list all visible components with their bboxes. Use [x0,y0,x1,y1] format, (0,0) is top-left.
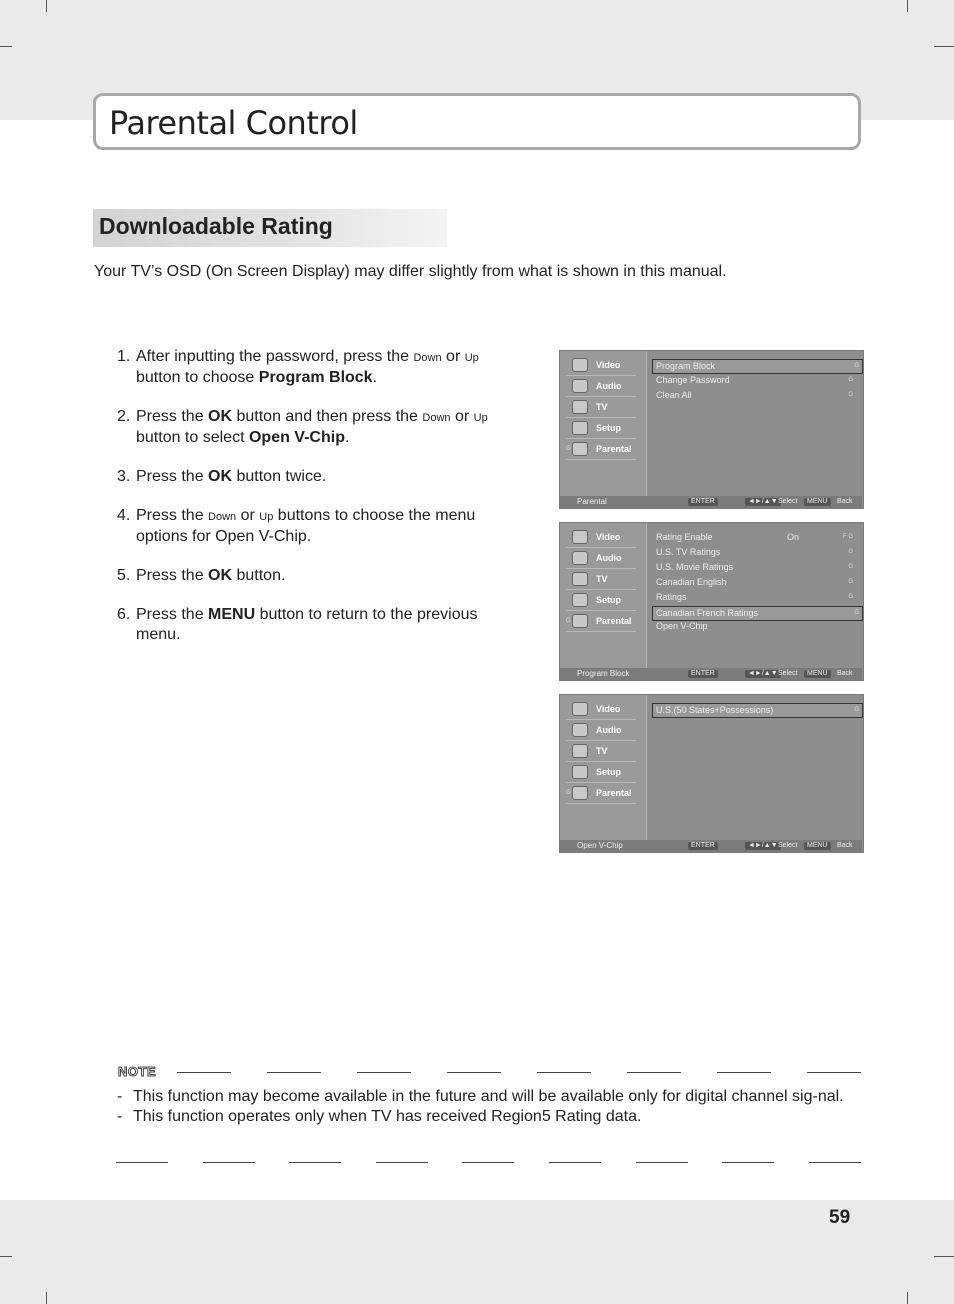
osd-menu-label: Parental [596,616,632,626]
step-text: buttons to choose the menu options for Open V-Chip. [136,507,476,545]
down-key: Down [422,412,451,424]
note-rule-segment [809,1162,861,1163]
osd-option[interactable] [656,561,856,574]
osd-menu-item[interactable] [566,783,636,804]
osd-menu-item[interactable] [566,439,636,460]
note-rule-segment [537,1072,591,1073]
crop-mark [0,1256,12,1257]
note-rule-segment [627,1072,681,1073]
osd-g-mark: F G [843,534,853,540]
steps-list [117,347,517,664]
osd-option-label: U.S. Movie Ratings [656,561,734,572]
ok-key: OK [208,567,233,584]
down-key: Down [413,352,442,364]
step-number: 1. [117,348,131,365]
osd-menu-item[interactable] [566,762,636,783]
step-text: button to select [136,429,249,446]
osd-menu-label: Audio [596,725,622,735]
enter-key: ENTER [688,498,718,506]
note-dash: - [117,1108,123,1125]
step-2 [117,407,517,448]
video-icon [572,702,588,716]
parental-icon [572,442,588,456]
osd-menu-label: TV [596,746,608,756]
osd-g-mark: G [566,446,571,452]
osd-menu-label: Audio [596,553,622,563]
crop-mark [0,46,12,47]
osd-menu-label: Video [596,704,621,714]
step-text: button to return to the previous menu. [136,606,478,643]
osd-g-mark: G [848,578,853,585]
menu-key: MENU [804,498,831,506]
osd-screen [559,522,864,681]
step-number: 3. [117,468,131,485]
osd-option[interactable] [656,374,856,387]
osd-menu-label: TV [596,574,608,584]
parental-icon [572,614,588,628]
select-label: Select [778,498,798,505]
osd-g-mark: G [566,618,571,624]
step-text: or [236,507,260,524]
osd-g-mark: G [854,363,859,369]
step-number: 4. [117,507,131,524]
note-rule-segment [376,1162,428,1163]
step-1 [117,347,517,388]
step-number: 5. [117,567,131,584]
osd-menu-label: TV [596,402,608,412]
osd-screen [559,694,864,853]
down-key: Down [208,511,237,523]
osd-option-label: Open V-Chip [656,621,708,632]
osd-option[interactable] [656,531,856,544]
note-label: NOTE [118,1064,157,1079]
note-rule-segment [807,1072,861,1073]
osd-menu-item[interactable] [566,548,636,569]
note-text [117,1087,852,1127]
osd-menu-panel [560,523,646,669]
step-text: button to choose [136,369,259,386]
osd-menu-item[interactable] [566,611,636,632]
enter-key: ENTER [688,670,718,678]
osd-option[interactable] [652,359,863,374]
video-icon [572,358,588,372]
osd-option-label: U.S. TV Ratings [656,546,721,557]
osd-option-label: U.S.(50 States+Possessions) [656,705,774,715]
step-text: After inputting the password, press the [136,348,414,365]
arrow-keys-icon: ◄►/▲▼ [745,670,781,678]
section-heading-bar [93,209,447,247]
osd-menu-label: Video [596,360,621,370]
back-label: Back [837,670,853,677]
note-dash: - [117,1088,123,1105]
select-label: Select [778,842,798,849]
step-number: 2. [117,408,131,425]
setup-icon [572,765,588,779]
note-rule-segment [177,1072,231,1073]
note-rule-segment [549,1162,601,1163]
step-text: . [344,429,350,446]
osd-option[interactable] [656,620,856,633]
osd-option[interactable] [656,389,856,402]
osd-menu-label: Video [596,532,621,542]
osd-menu-item[interactable] [566,699,636,720]
step-text: button twice. [232,468,327,485]
note-rule-segment [357,1072,411,1073]
osd-g-mark: G [848,563,853,570]
arrow-keys-icon: ◄►/▲▼ [745,842,781,850]
osd-breadcrumb: Program Block [577,669,630,678]
osd-option[interactable] [656,576,856,589]
tv-icon [572,744,588,758]
note-rule-segment [289,1162,341,1163]
enter-key: ENTER [688,842,718,850]
osd-menu-item[interactable] [566,418,636,439]
menu-key: MENU [804,670,831,678]
osd-g-mark: G [848,593,853,600]
select-label: Select [778,670,798,677]
osd-status-bar [560,840,862,852]
step-6 [117,605,517,645]
osd-menu-item[interactable] [566,397,636,418]
audio-icon [572,723,588,737]
intro-text: Your TV’s OSD (On Screen Display) may differ slightly from what is shown in this manual. [94,263,727,280]
note-rule-segment [462,1162,514,1163]
note-rule-segment [722,1162,774,1163]
step-4 [117,506,517,547]
osd-menu-item[interactable] [566,355,636,376]
step-number: 6. [117,606,131,623]
osd-status-bar [560,668,862,680]
note-rule-segment [116,1162,168,1163]
note-rule-segment [203,1162,255,1163]
osd-menu-panel [560,695,646,841]
step-text: button. [232,567,286,584]
ok-key: OK [208,408,233,425]
parental-icon [572,786,588,800]
osd-option-value: On [787,532,800,542]
osd-option[interactable] [652,703,863,718]
osd-menu-label: Audio [596,381,622,391]
osd-screen [559,350,864,509]
osd-menu-item[interactable] [566,376,636,397]
back-label: Back [837,498,853,505]
menu-key: MENU [804,842,831,850]
osd-g-mark: G [848,391,853,398]
osd-menu-label: Parental [596,788,632,798]
osd-breadcrumb: Parental [577,497,607,506]
step-text: or [441,348,465,365]
up-key: Up [473,412,488,424]
osd-g-mark: G [848,548,853,555]
osd-g-mark: G [854,707,859,713]
crop-mark [907,0,908,12]
menu-key: MENU [208,606,256,623]
osd-menu-label: Setup [596,423,622,433]
osd-menu-label: Parental [596,444,632,454]
osd-menu-label: Setup [596,595,622,605]
crop-mark [46,0,47,12]
osd-g-mark: G [566,790,571,796]
osd-menu-item[interactable] [566,590,636,611]
video-icon [572,530,588,544]
step-text: Press the [136,468,209,485]
osd-menu-label: Setup [596,767,622,777]
step-emphasis: Program Block [258,369,373,386]
osd-g-mark: G [854,609,859,616]
note-item [117,1087,852,1107]
step-text: button and then press the [232,408,423,425]
note-item-text: This function may become available in the future and will be available only for digital channel sig-nal. [133,1088,844,1105]
osd-menu-item[interactable] [566,741,636,762]
page-title-box [93,93,861,150]
osd-option[interactable] [656,546,856,559]
step-5 [117,566,517,586]
note-rule-segment [447,1072,501,1073]
osd-option-label: Ratings [656,591,687,602]
osd-menu-item[interactable] [566,569,636,590]
note-rule-segment [267,1072,321,1073]
page-number: 59 [829,1207,851,1228]
osd-option-label: Clean All [656,389,692,400]
back-label: Back [837,842,853,849]
tv-icon [572,400,588,414]
osd-option-label: Canadian English [656,576,727,587]
tv-icon [572,572,588,586]
page-title: Parental Control [109,104,358,142]
osd-menu-item[interactable] [566,720,636,741]
osd-option-label: Program Block [656,361,716,371]
audio-icon [572,379,588,393]
osd-g-mark: G [848,376,853,383]
osd-option[interactable] [656,591,856,604]
crop-mark [907,1292,908,1304]
osd-option-label: Change Password [656,374,730,385]
osd-option-label: Canadian French Ratings [656,607,759,618]
step-text: Press the [136,567,209,584]
ok-key: OK [208,468,233,485]
crop-mark [934,1256,954,1257]
step-text: . [372,369,378,386]
setup-icon [572,421,588,435]
osd-option-label: Rating Enable [656,532,713,542]
section-title: Downloadable Rating [99,213,333,239]
crop-mark [934,46,954,47]
note-item [117,1107,852,1127]
osd-option[interactable] [652,606,863,621]
setup-icon [572,593,588,607]
crop-mark [46,1292,47,1304]
up-key: Up [259,511,274,523]
up-key: Up [464,352,479,364]
osd-status-bar [560,496,862,508]
osd-menu-panel [560,351,646,497]
note-rule-segment [717,1072,771,1073]
step-emphasis: Open V-Chip [248,429,345,446]
osd-breadcrumb: Open V-Chip [577,841,623,850]
step-3 [117,467,517,487]
audio-icon [572,551,588,565]
step-text: or [450,408,474,425]
step-text: Press the [136,408,209,425]
osd-menu-item[interactable] [566,527,636,548]
note-rule-segment [636,1162,688,1163]
note-item-text: This function operates only when TV has received Region5 Rating data. [133,1108,642,1125]
bottom-band [0,1200,954,1304]
step-text: Press the [136,606,209,623]
arrow-keys-icon: ◄►/▲▼ [745,498,781,506]
step-text: Press the [136,507,209,524]
